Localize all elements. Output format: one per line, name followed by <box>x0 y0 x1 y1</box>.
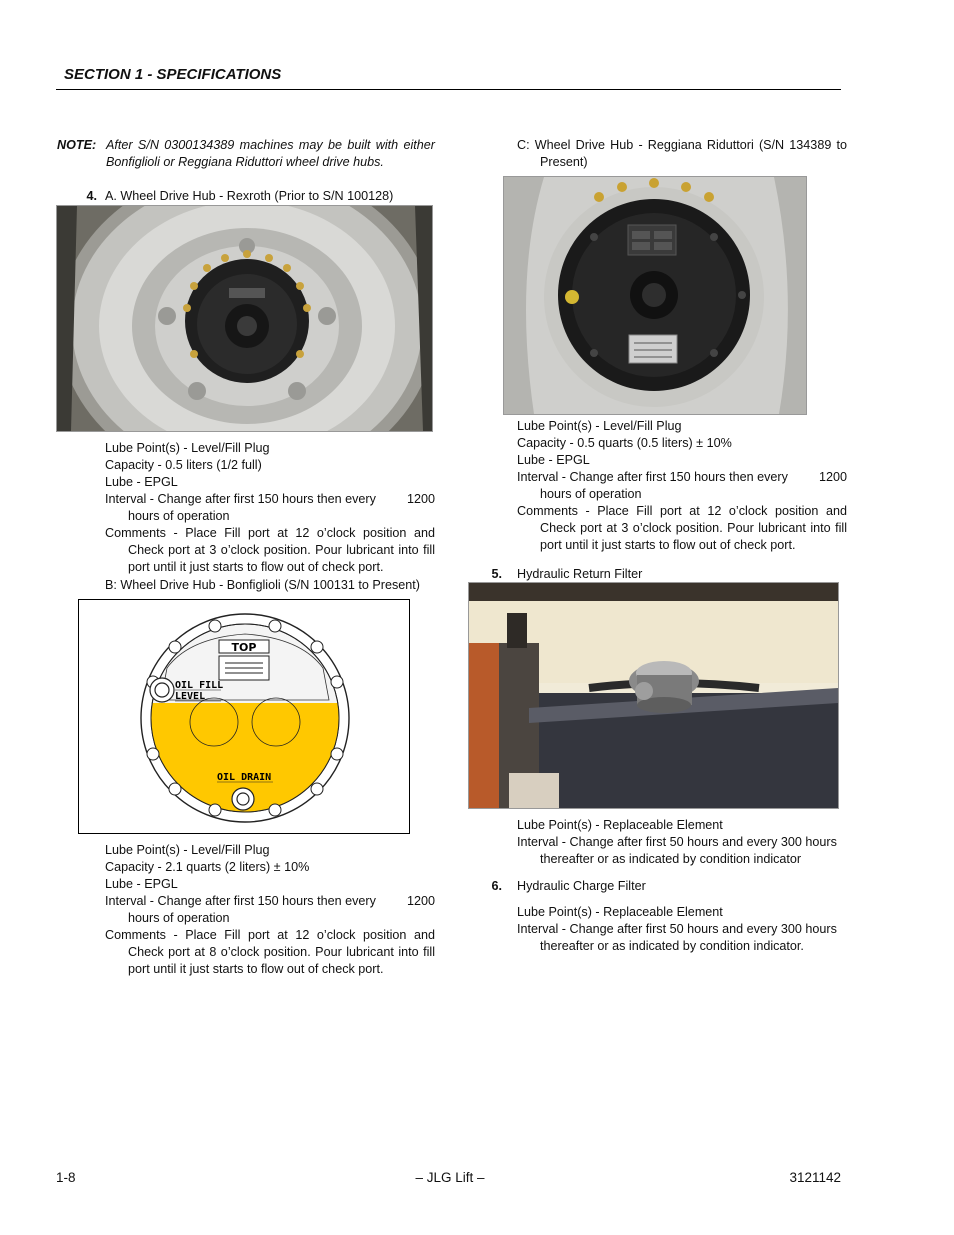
item-5-specs <box>517 817 847 868</box>
item-4a-specs <box>105 440 435 576</box>
comments-text: Comments - Place Fill port at 12 o’clock position and Check port at 8 o’clock position. Pour lubricant into fill port until it just starts to flow out of check port. <box>105 928 435 976</box>
interval-hours: 1200 <box>406 492 435 506</box>
oil-fill-label: OIL FILL <box>175 680 224 691</box>
oil-level-label: LEVEL <box>175 691 206 702</box>
capacity-text: Capacity - 0.5 liters (1/2 full) <box>105 458 262 472</box>
lube-text: Lube - EPGL <box>517 453 590 467</box>
interval-line <box>517 469 847 486</box>
interval-text: Interval - Change after first 50 hours and every 300 hours thereafter or as indicated by condition indicator <box>517 835 837 866</box>
interval-text: Interval - Change after first 150 hours then every <box>105 492 376 506</box>
capacity-text: Capacity - 2.1 quarts (2 liters) ± 10% <box>105 860 310 874</box>
oil-drain-label: OIL DRAIN <box>217 772 272 783</box>
interval-suffix: hours of operation <box>128 911 230 925</box>
header-rule <box>56 89 841 90</box>
interval-hours: 1200 <box>818 470 847 484</box>
lube-point-text: Lube Point(s) - Level/Fill Plug <box>105 441 270 455</box>
lube-point-text: Lube Point(s) - Level/Fill Plug <box>105 843 270 857</box>
rexroth-hub-photo <box>56 205 433 432</box>
item-4a-title: A. Wheel Drive Hub - Rexroth (Prior to S/N 100128) <box>105 189 394 203</box>
item-5-number: 5. <box>491 567 502 581</box>
item-4-number: 4. <box>86 189 97 203</box>
footer-title: – JLG Lift – <box>415 1170 485 1185</box>
reggiana-hub-photo <box>503 176 807 415</box>
lube-point-text: Lube Point(s) - Level/Fill Plug <box>517 419 682 433</box>
document-number: 3121142 <box>789 1170 841 1185</box>
bonfiglioli-hub-diagram <box>78 599 410 834</box>
interval-text: Interval - Change after first 150 hours then every <box>105 894 376 908</box>
interval-line <box>105 893 435 910</box>
interval-line <box>105 491 435 508</box>
item-4c-title: C: Wheel Drive Hub - Reggiana Riduttori (S/N 134389 to Present) <box>517 138 847 169</box>
item-6-number: 6. <box>491 879 502 893</box>
item-4c-specs <box>517 418 847 554</box>
item-6-title: Hydraulic Charge Filter <box>517 879 646 893</box>
page-number: 1-8 <box>56 1170 76 1185</box>
capacity-text: Capacity - 0.5 quarts (0.5 liters) ± 10% <box>517 436 732 450</box>
interval-text: Interval - Change after first 150 hours then every <box>517 470 788 484</box>
hydraulic-return-filter-photo <box>468 582 839 809</box>
interval-text: Interval - Change after first 50 hours and every 300 hours thereafter or as indicated by condition indicator. <box>517 922 837 953</box>
item-4c-title-block <box>517 137 847 171</box>
item-4b-specs <box>105 842 435 978</box>
note-text: After S/N 0300134389 machines may be built with either Bonfiglioli or Reggiana Riduttori wheel drive hubs. <box>106 138 435 169</box>
diagram-top-label: TOP <box>231 641 257 654</box>
lube-text: Lube - EPGL <box>105 475 178 489</box>
item-4b-title: B: Wheel Drive Hub - Bonfiglioli (S/N 100131 to Present) <box>105 578 420 592</box>
interval-suffix: hours of operation <box>540 487 642 501</box>
item-5-title: Hydraulic Return Filter <box>517 567 643 581</box>
section-title: SECTION 1 - SPECIFICATIONS <box>64 66 282 83</box>
lube-point-text: Lube Point(s) - Replaceable Element <box>517 905 723 919</box>
interval-hours: 1200 <box>406 894 435 908</box>
interval-suffix: hours of operation <box>128 509 230 523</box>
comments-text: Comments - Place Fill port at 12 o’clock position and Check port at 3 o’clock position. Pour lubricant into fill port until it just starts to flow out of check port. <box>105 526 435 574</box>
note-label: NOTE: <box>57 138 97 152</box>
comments-text: Comments - Place Fill port at 12 o’clock position and Check port at 3 o’clock position. Pour lubricant into fill port until it just starts to flow out of check port. <box>517 504 847 552</box>
item-6-specs <box>517 904 847 955</box>
lube-text: Lube - EPGL <box>105 877 178 891</box>
lube-point-text: Lube Point(s) - Replaceable Element <box>517 818 723 832</box>
